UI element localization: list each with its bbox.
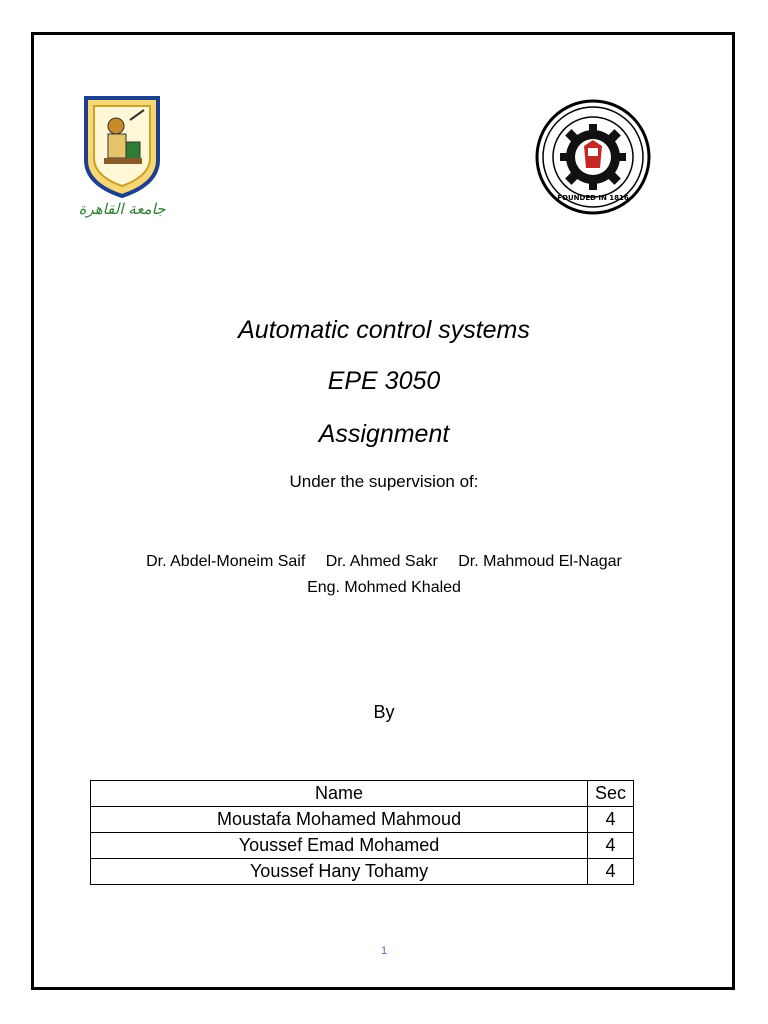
member-name: Youssef Hany Tohamy	[91, 859, 588, 885]
table-header-row	[91, 781, 634, 807]
member-section: 4	[588, 833, 634, 859]
table-row	[91, 859, 634, 885]
supervisor-name: Dr. Mahmoud El-Nagar	[458, 553, 622, 570]
faculty-of-engineering-seal	[534, 98, 652, 216]
member-name: Youssef Emad Mohamed	[91, 833, 588, 859]
supervisor-name: Dr. Ahmed Sakr	[325, 553, 438, 570]
engineer-name: Eng. Mohmed Khaled	[307, 579, 461, 596]
supervisor-name: Dr. Abdel-Moneim Saif	[146, 553, 306, 570]
sec-column-header: Sec	[588, 781, 634, 807]
course-code: EPE 3050	[327, 367, 441, 395]
name-column-header: Name	[91, 781, 588, 807]
supervisors-list	[0, 553, 768, 571]
document-type: Assignment	[318, 420, 450, 448]
table-row	[91, 807, 634, 833]
cairo-university-logo	[72, 92, 172, 222]
seal-founded-text: FOUNDED IN 1816	[557, 194, 629, 202]
page-number: 1	[380, 945, 388, 957]
member-section: 4	[588, 859, 634, 885]
by-label: By	[373, 702, 395, 722]
team-table	[90, 780, 634, 885]
table-row	[91, 833, 634, 859]
supervision-label: Under the supervision of:	[289, 472, 479, 491]
logo-arabic-text: جامعة القاهرة	[78, 200, 166, 218]
course-title: Automatic control systems	[238, 316, 530, 344]
member-section: 4	[588, 807, 634, 833]
member-name: Moustafa Mohamed Mahmoud	[91, 807, 588, 833]
